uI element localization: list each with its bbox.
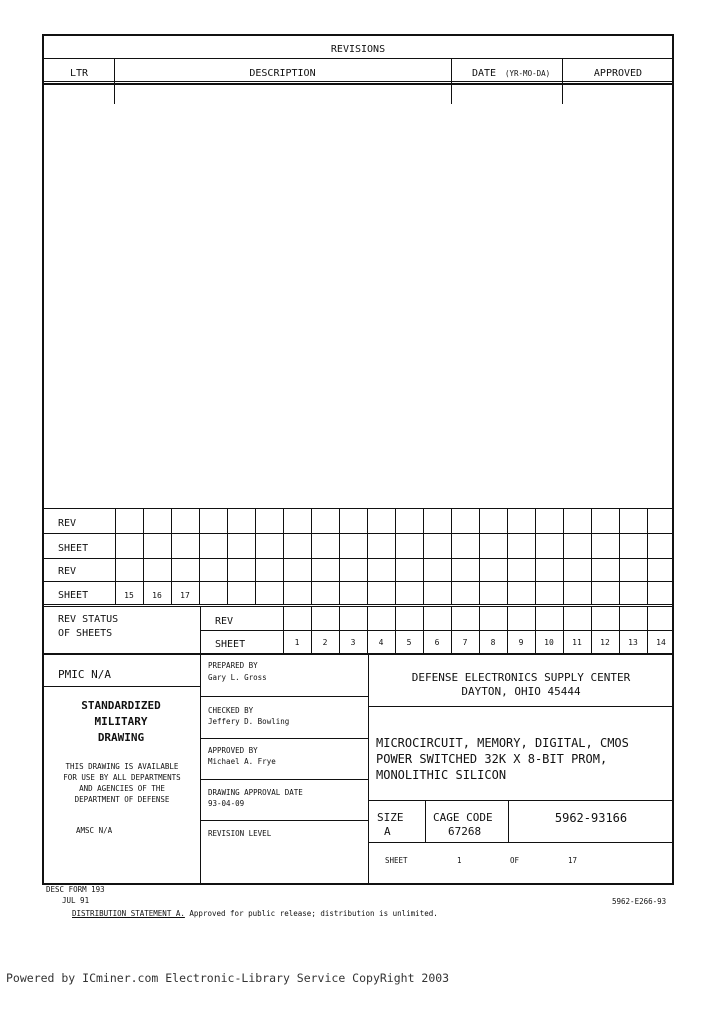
sheet-number: 2 (322, 638, 328, 647)
rev-status-sheet: SHEET (215, 639, 246, 650)
drawing-number: 5962-93166 (554, 811, 628, 825)
sheet-number: 13 (628, 638, 638, 647)
agency-line-2: DAYTON, OHIO 45444 (461, 685, 581, 698)
amsc: AMSC N/A (76, 826, 113, 835)
revisions-title: REVISIONS (330, 44, 386, 55)
pmic: PMIC N/A (58, 668, 111, 681)
smd-title-1: STANDARDIZED (81, 699, 161, 712)
of-value: 17 (568, 856, 578, 865)
revision-level-label: REVISION LEVEL (208, 829, 272, 838)
checked-label: CHECKED BY (208, 706, 254, 715)
sheet-number: 8 (490, 638, 496, 647)
sheet-number: 7 (462, 638, 468, 647)
smd-title-3: DRAWING (97, 731, 145, 744)
col-date-format: (YR-MO-DA) (505, 69, 551, 78)
sheet-value: 1 (457, 856, 462, 865)
cage-code-label: CAGE CODE (433, 811, 493, 824)
checked-name: Jeffery D. Bowling (208, 717, 290, 726)
availability-line-4: DEPARTMENT OF DEFENSE (74, 795, 170, 804)
prepared-label: PREPARED BY (208, 661, 258, 670)
distribution-statement (72, 910, 438, 918)
distribution-text: Approved for public release; distribution is unlimited. (189, 909, 438, 918)
form-number: DESC FORM 193 (46, 885, 105, 894)
row-rev-1: REV (58, 518, 77, 529)
watermark: Powered by ICminer.com Electronic-Library Service CopyRight 2003 (6, 971, 450, 985)
upper-sheet-number: 15 (124, 591, 134, 600)
drawing-title-1: MICROCIRCUIT, MEMORY, DIGITAL, CMOS (376, 736, 629, 750)
availability-line-1: THIS DRAWING IS AVAILABLE (65, 762, 179, 771)
doc-code: 5962-E266-93 (612, 897, 667, 906)
row-sheet-1: SHEET (58, 543, 89, 554)
prepared-name: Gary L. Gross (208, 673, 267, 682)
smd-title-2: MILITARY (94, 715, 148, 728)
row-rev-2: REV (58, 566, 77, 577)
sheet-number: 12 (600, 638, 610, 647)
of-label: OF (510, 856, 520, 865)
distribution-label: DISTRIBUTION STATEMENT A. (72, 909, 185, 918)
drawing-title-3: MONOLITHIC SILICON (376, 768, 507, 782)
availability-line-3: AND AGENCIES OF THE (79, 784, 165, 793)
sheet-label: SHEET (385, 856, 408, 865)
sheet-number: 11 (572, 638, 582, 647)
col-ltr: LTR (69, 68, 89, 79)
sheet-number: 5 (406, 638, 412, 647)
sheet-number: 1 (294, 638, 300, 647)
sheet-number: 6 (434, 638, 440, 647)
approved-label: APPROVED BY (208, 746, 258, 755)
rev-status-label-2: OF SHEETS (58, 628, 113, 639)
row-sheet-2: SHEET (58, 590, 89, 601)
rev-status-label-1: REV STATUS (58, 614, 119, 625)
sheet-number: 14 (656, 638, 666, 647)
rev-status-rev: REV (215, 616, 234, 627)
sheet-number: 3 (350, 638, 356, 647)
agency-line-1: DEFENSE ELECTRONICS SUPPLY CENTER (411, 671, 631, 684)
col-description: DESCRIPTION (249, 68, 316, 79)
col-date: DATE (472, 68, 497, 79)
approval-date-label: DRAWING APPROVAL DATE (208, 788, 303, 797)
cage-code-value: 67268 (448, 825, 482, 838)
sheet-number: 4 (378, 638, 384, 647)
form-date: JUL 91 (62, 896, 90, 905)
col-approved: APPROVED (593, 68, 643, 79)
upper-sheet-number: 17 (180, 591, 190, 600)
availability-line-2: FOR USE BY ALL DEPARTMENTS (63, 773, 181, 782)
size-label: SIZE (377, 811, 404, 824)
size-value: A (384, 825, 391, 838)
upper-sheet-number: 16 (152, 591, 162, 600)
approval-date: 93-04-09 (208, 799, 245, 808)
sheet-number: 9 (518, 638, 524, 647)
sheet-number: 10 (544, 638, 554, 647)
approved-name: Michael A. Frye (208, 757, 276, 766)
drawing-title-2: POWER SWITCHED 32K X 8-BIT PROM, (376, 752, 608, 766)
